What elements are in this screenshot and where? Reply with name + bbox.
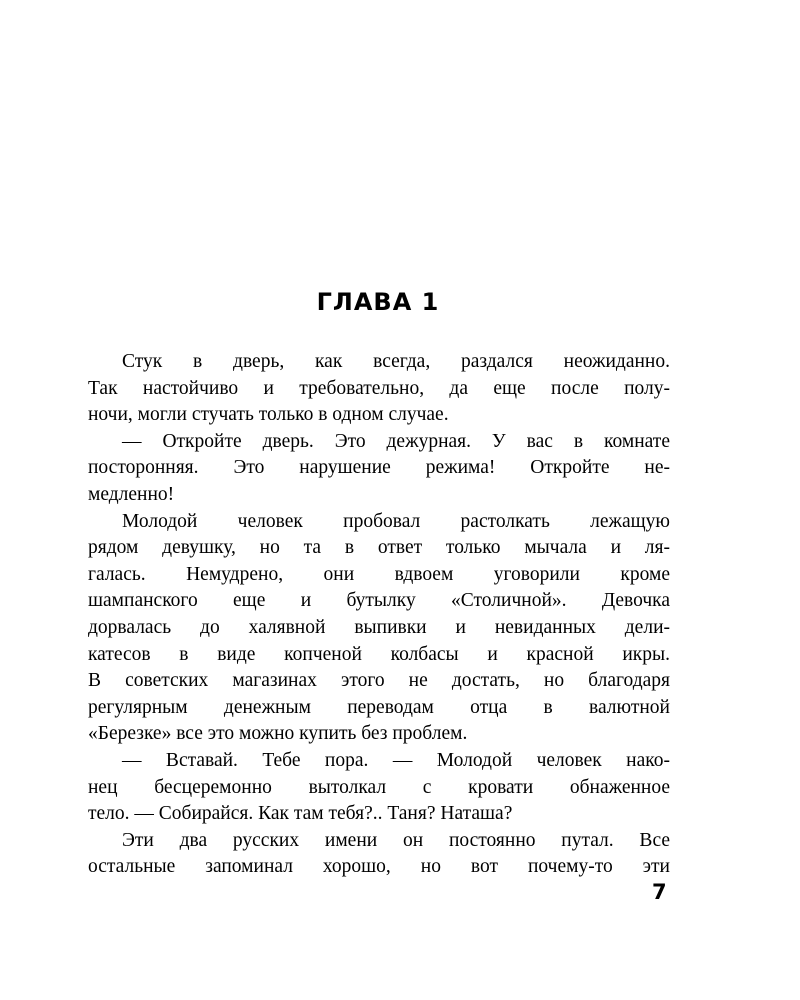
text-line: ночи, могли стучать только в одном случае.: [88, 404, 449, 426]
text-line: — Вставай. Тебе пора. — Молодой человек нако-: [122, 749, 670, 771]
text-line: нец бесцеремонно вытолкал с кровати обнаженное: [88, 776, 670, 798]
text-line: галась. Немудрено, они вдвоем уговорили кроме: [88, 563, 670, 585]
text-line: — Откройте дверь. Это дежурная. У вас в комнате: [122, 430, 670, 452]
text-line: Так настойчиво и требовательно, да еще после полу-: [88, 377, 670, 399]
page-number: 7: [652, 880, 667, 904]
text-line: остальные запоминал хорошо, но вот почему-то эти: [88, 856, 670, 878]
text-line: В советских магазинах этого не достать, но благодаря: [88, 670, 670, 692]
text-line: тело. — Собирайся. Как там тебя?.. Таня? Наташа?: [88, 803, 513, 825]
text-line: посторонняя. Это нарушение режима! Откройте не-: [88, 457, 670, 479]
text-line: Стук в дверь, как всегда, раздался неожиданно.: [122, 351, 670, 372]
text-line: рядом девушку, но та в ответ только мычала и ля-: [88, 537, 670, 559]
text-line: Молодой человек пробовал растолкать лежащую: [122, 510, 670, 532]
text-line: Эти два русских имени он постоянно путал. Все: [122, 829, 670, 851]
text-line: катесов в виде копченой колбасы и красной икры.: [88, 643, 670, 665]
body-text: [88, 349, 670, 881]
chapter-title: ГЛАВА 1: [316, 288, 440, 316]
text-line: медленно!: [88, 483, 175, 505]
text-line: «Березке» все это можно купить без проблем.: [88, 723, 468, 745]
text-line: регулярным денежным переводам отца в валютной: [88, 696, 670, 718]
text-line: шампанского еще и бутылку «Столичной». Девочка: [88, 590, 670, 612]
text-line: дорвалась до халявной выпивки и невиданных дели-: [88, 616, 670, 638]
